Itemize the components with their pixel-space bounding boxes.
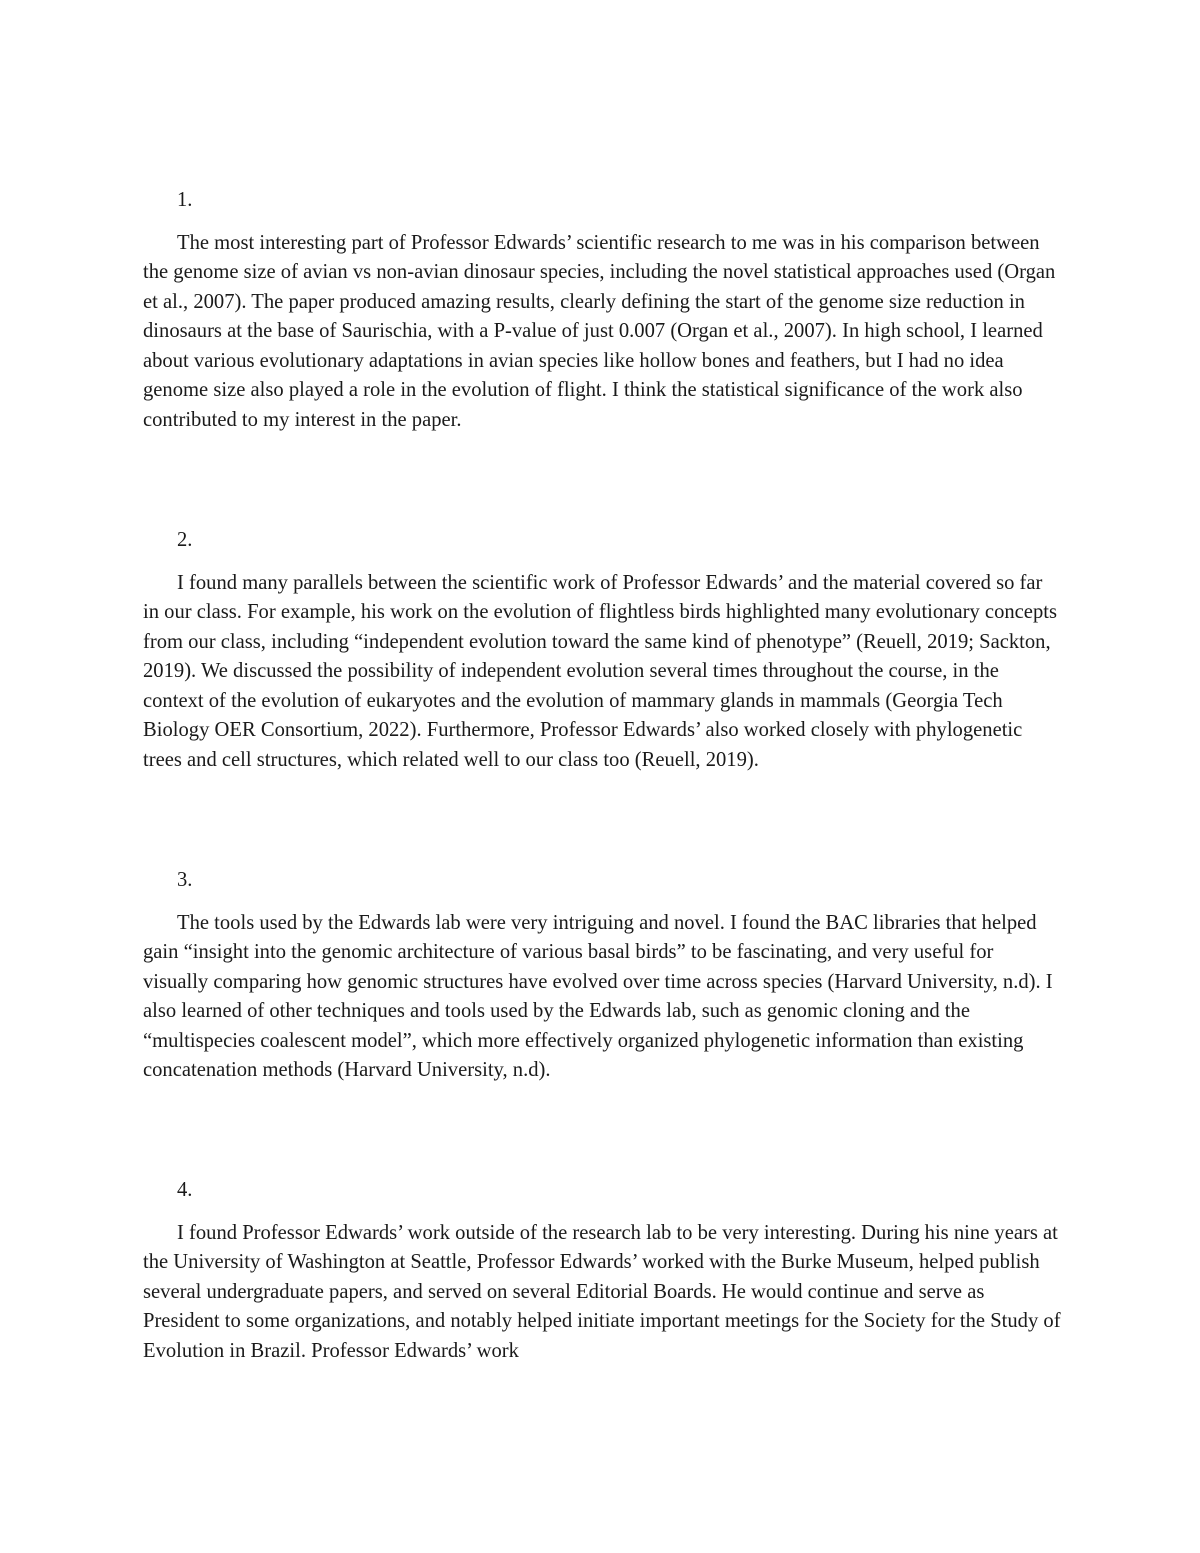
section-paragraph: The tools used by the Edwards lab were very intriguing and novel. I found the BAC libraries that helped gain “insight into the genomic architecture of various basal birds” to be fascinating, and very useful for visually comparing how genomic structures have evolved over time across species (Harvard University, n.d). I also learned of other techniques and tools used by the Edwards lab, such as genomic cloning and the “multispecies coalescent model”, which more effectively organized phylogenetic information than existing concatenation methods (Harvard University, n.d). <box>143 911 1053 1081</box>
section-4 <box>143 1176 1061 1366</box>
section-3 <box>143 866 1061 1086</box>
section-paragraph: The most interesting part of Professor Edwards’ scientific research to me was in his comparison between the genome size of avian vs non-avian dinosaur species, including the novel statistical approaches used (Organ et al., 2007). The paper produced amazing results, clearly defining the start of the genome size reduction in dinosaurs at the base of Saurischia, with a P-value of just 0.007 (Organ et al., 2007). In high school, I learned about various evolutionary adaptations in avian species like hollow bones and feathers, but I had no idea genome size also played a role in the evolution of flight. I think the statistical significance of the work also contributed to my interest in the paper. <box>143 231 1056 431</box>
section-number: 2. <box>177 529 193 551</box>
section-paragraph: I found Professor Edwards’ work outside of the research lab to be very interesting. During his nine years at the University of Washington at Seattle, Professor Edwards’ worked with the Burke Museum, helped publish several undergraduate papers, and served on several Editorial Boards. He would continue and serve as President to some organizations, and notably helped initiate important meetings for the Society for the Study of Evolution in Brazil. Professor Edwards’ work <box>143 1221 1061 1362</box>
section-number: 3. <box>177 869 193 891</box>
section-number: 4. <box>177 1179 193 1201</box>
section-2 <box>143 526 1061 775</box>
section-number: 1. <box>177 189 193 211</box>
section-1 <box>143 186 1061 435</box>
section-paragraph: I found many parallels between the scientific work of Professor Edwards’ and the material covered so far in our class. For example, his work on the evolution of flightless birds highlighted many evolutionary concepts from our class, including “independent evolution toward the same kind of phenotype” (Reuell, 2019; Sackton, 2019). We discussed the possibility of independent evolution several times throughout the course, in the context of the evolution of eukaryotes and the evolution of mammary glands in mammals (Georgia Tech Biology OER Consortium, 2022). Furthermore, Professor Edwards’ also worked closely with phylogenetic trees and cell structures, which related well to our class too (Reuell, 2019). <box>143 571 1057 771</box>
